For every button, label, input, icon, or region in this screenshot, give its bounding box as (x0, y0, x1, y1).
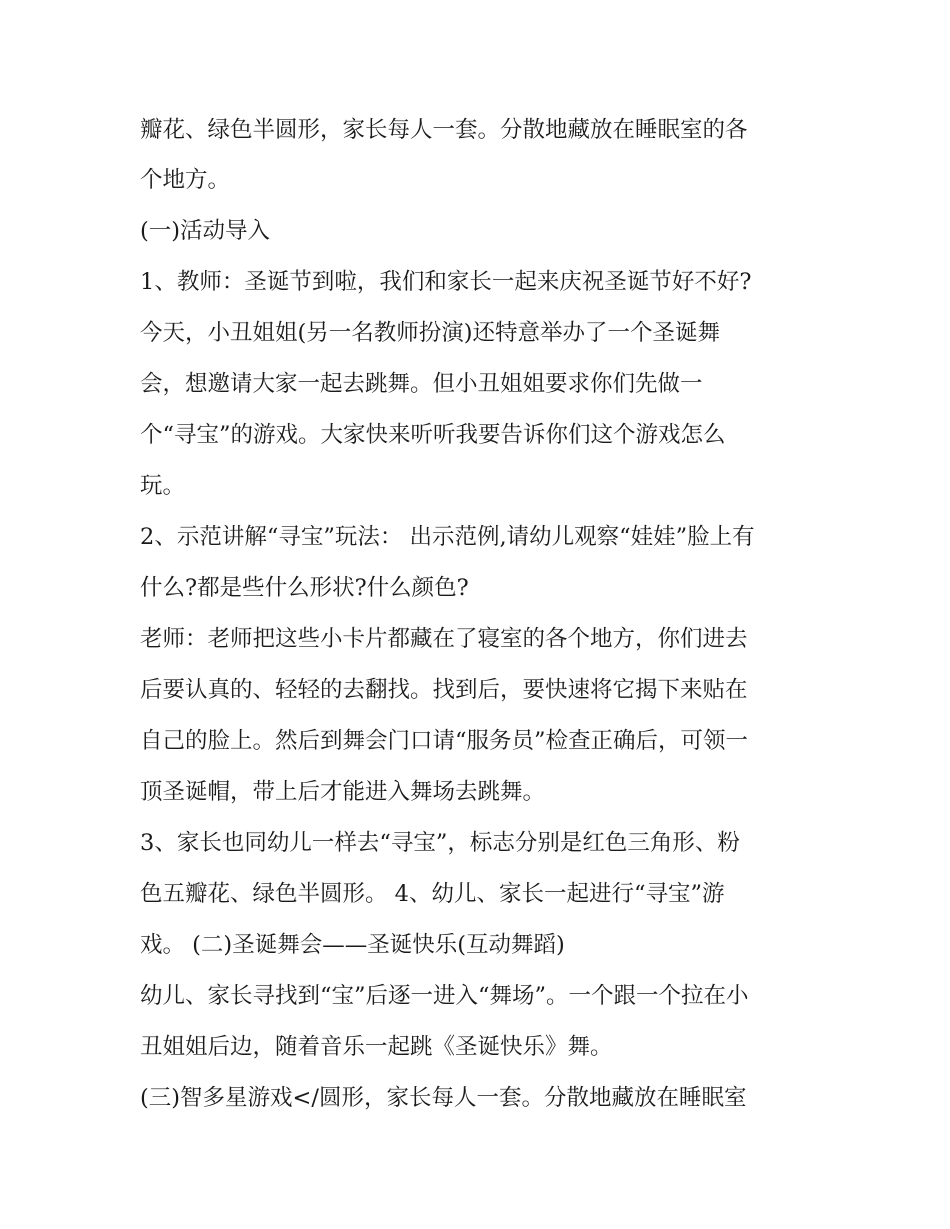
text-line: 玩。 (140, 473, 186, 499)
text-line: 戏。 (二)圣诞舞会——圣诞快乐(互动舞蹈) (140, 932, 565, 958)
text-line: 老师：老师把这些小卡片都藏在了寝室的各个地方，你们进去 (140, 626, 748, 652)
text-line: 后要认真的、轻轻的去翻找。找到后，要快速将它揭下来贴在 (140, 677, 748, 703)
text-line: 2、示范讲解“寻宝”玩法： 出示范例,请幼儿观察“娃娃”脸上有 (140, 524, 755, 550)
text-line: 1、教师：圣诞节到啦，我们和家长一起来庆祝圣诞节好不好? (140, 269, 752, 295)
text-line: 色五瓣花、绿色半圆形。 4、幼儿、家长一起进行“寻宝”游 (140, 881, 725, 907)
text-line: 顶圣诞帽，带上后才能进入舞场去跳舞。 (140, 779, 546, 805)
text-line: 个地方。 (140, 167, 231, 193)
section-heading: (一)活动导入 (140, 218, 271, 244)
text-line: 丑姐姐后边，随着音乐一起跳《圣诞快乐》舞。 (140, 1034, 613, 1060)
text-line: 3、家长也同幼儿一样去“寻宝”，标志分别是红色三角形、粉 (140, 830, 740, 856)
text-line: 幼儿、家长寻找到“宝”后逐一进入“舞场”。一个跟一个拉在小 (140, 983, 749, 1009)
text-line: 今天，小丑姐姐(另一名教师扮演)还特意举办了一个圣诞舞 (140, 320, 721, 346)
text-line: 什么?都是些什么形状?什么颜色? (140, 575, 469, 601)
text-line: 个“寻宝”的游戏。大家快来听听我要告诉你们这个游戏怎么 (140, 422, 726, 448)
text-line: 自己的脸上。然后到舞会门口请“服务员”检查正确后，可领一 (140, 728, 749, 754)
text-line: 瓣花、绿色半圆形，家长每人一套。分散地藏放在睡眠室的各 (140, 117, 748, 143)
text-line: 会，想邀请大家一起去跳舞。但小丑姐姐要求你们先做一 (140, 371, 703, 397)
text-line: (三)智多星游戏</圆形，家长每人一套。分散地藏放在睡眠室 (140, 1085, 747, 1111)
